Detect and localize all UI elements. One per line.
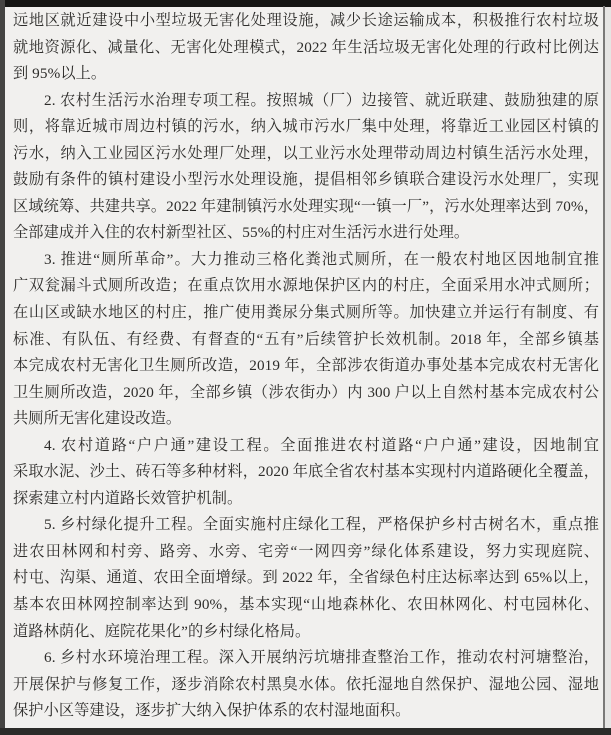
right-border-rule [603, 6, 605, 735]
text-line: 到 95%以上。 [13, 65, 107, 83]
text-line: 污水，纳入工业园区污水处理厂处理，以工业污水处理带动周边村镇生活污水处理， [13, 144, 599, 162]
text-line: 进农田林网和村旁、路旁、水旁、宅旁“一网四旁”绿化体系建设，努力实现庭院、 [13, 542, 599, 560]
paragraph-p3-toilet-revolution [13, 247, 599, 433]
text-line: 村屯、沟渠、通道、农田全面增绿。到 2022 年，全省绿色村庄达标率达到 65%以上， [13, 569, 599, 587]
paragraph-p6-water-environment-project [13, 645, 599, 725]
text-line: 广双瓮漏斗式厕所改造；在重点饮用水源地保护区内的村庄，全面采用水冲式厕所； [13, 277, 599, 295]
text-line: 就地资源化、减量化、无害化处理模式，2022 年生活垃圾无害化处理的行政村比例达 [13, 38, 599, 56]
text-line: 本完成农村无害化卫生厕所改造，2019 年，全部涉农街道办事处基本完成农村无害化 [13, 357, 599, 375]
right-page-margin [605, 7, 611, 728]
text-line: 开展保护与修复工作，逐步消除农村黑臭水体。依托湿地自然保护、湿地公园、湿地 [13, 675, 599, 693]
document-text-block [13, 8, 599, 725]
text-line: 鼓励有条件的镇村建设小型污水处理设施，提倡相邻乡镇联合建设污水处理厂，实现 [13, 171, 599, 189]
top-border-band [0, 0, 611, 7]
text-line: 在山区或缺水地区的村庄，推广使用粪尿分集式厕所等。加快建立并运行有制度、有 [13, 304, 599, 322]
text-line: 则，将靠近城市周边村镇的污水，纳入城市污水厂集中处理，将靠近工业园区村镇的 [13, 118, 599, 136]
text-line: 6. 乡村水环境治理工程。深入开展纳污坑塘排查整治工作，推动农村河塘整治， [44, 649, 599, 667]
text-line: 探索建立村内道路长效管护机制。 [13, 489, 243, 507]
text-line: 道路林荫化、庭院花果化”的乡村绿化格局。 [13, 622, 311, 640]
left-border-rule [0, 0, 5, 735]
text-line: 保护小区等建设，逐步扩大纳入保护体系的农村湿地面积。 [13, 702, 411, 720]
text-line: 区域统筹、共建共享。2022 年建制镇污水处理实现“一镇一厂”，污水处理率达到 70%， [13, 197, 599, 215]
text-line: 基本农田林网控制率达到 90%，基本实现“山地森林化、农田林网化、村屯园林化、 [13, 596, 599, 614]
paragraph-p2-rural-sewage-project [13, 88, 599, 247]
text-line: 共厕所无害化建设改造。 [13, 410, 182, 428]
bottom-border-band [0, 728, 611, 735]
text-line: 4. 农村道路“户户通”建设工程。全面推进农村道路“户户通”建设，因地制宜 [44, 436, 599, 454]
text-line: 5. 乡村绿化提升工程。全面实施村庄绿化工程，严格保护乡村古树名木，重点推 [44, 516, 599, 534]
text-line: 3. 推进“厕所革命”。大力推动三格化粪池式厕所，在一般农村地区因地制宜推 [44, 250, 599, 268]
paragraph-p5-village-greening-project [13, 512, 599, 645]
paragraph-p4-rural-roads-project [13, 433, 599, 513]
text-line: 标准、有队伍、有经费、有督查的“五有”后续管护长效机制。2018 年，全部乡镇基 [13, 330, 599, 348]
paragraph-p1-garbage-treatment-continuation [13, 8, 599, 88]
text-line: 采取水泥、沙土、砖石等多种材料，2020 年底全省农村基本实现村内道路硬化全覆盖， [13, 463, 599, 481]
text-line: 2. 农村生活污水治理专项工程。按照城（厂）边接管、就近联建、鼓励独建的原 [44, 91, 599, 109]
text-line: 全部建成并入住的农村新型社区、55%的村庄对生活污水进行处理。 [13, 224, 470, 242]
text-line: 远地区就近建设中小型垃圾无害化处理设施，减少长途运输成本，积极推行农村垃圾 [13, 12, 599, 29]
text-line: 卫生厕所改造，2020 年，全部乡镇（涉农街办）内 300 户以上自然村基本完成农村公 [13, 383, 599, 401]
